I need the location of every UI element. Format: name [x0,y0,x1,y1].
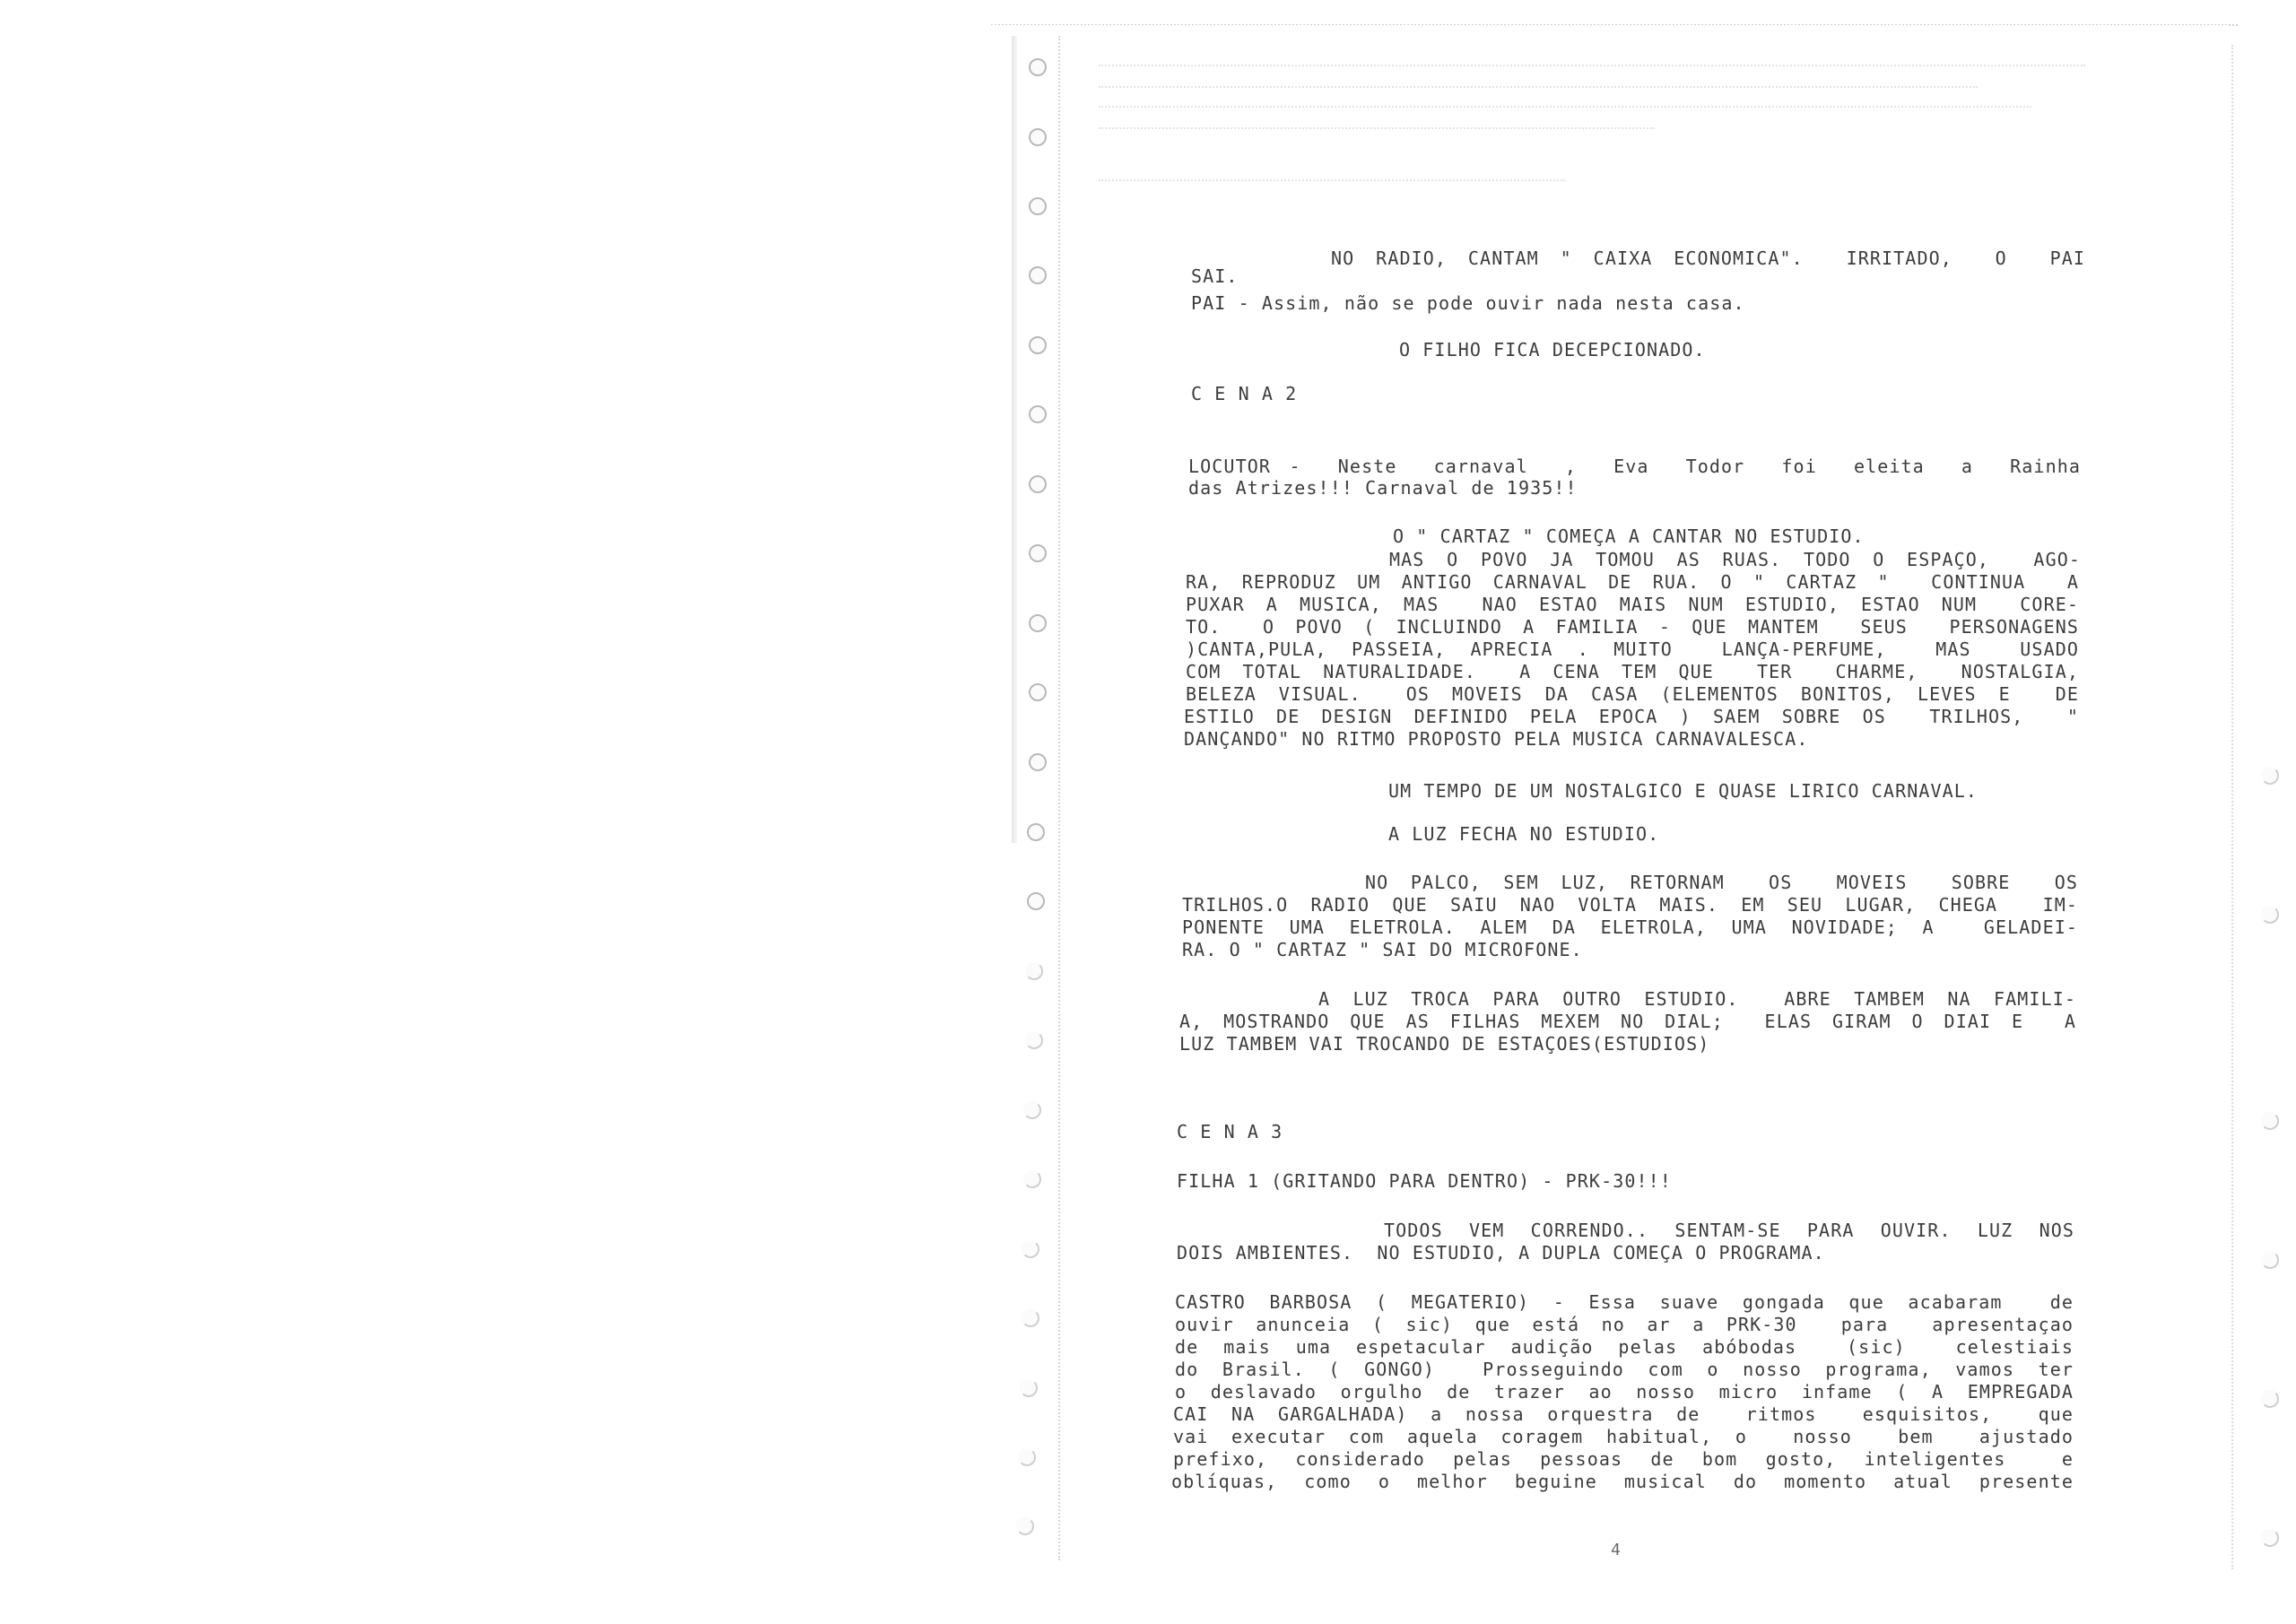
text-line: PONENTE UMA ELETROLA. ALEM DA ELETROLA, UMA NOVIDADE; A GELADEI- [1182,916,2078,938]
tractor-hole [1029,58,1047,76]
text-line: ESTILO DE DESIGN DEFINIDO PELA EPOCA ) SAEM SOBRE OS TRILHOS, " [1184,706,2079,727]
tractor-hole [1025,962,1043,980]
text-line: O FILHO FICA DECEPCIONADO. [1399,339,1706,360]
tractor-hole [1029,544,1047,562]
text-line: DANÇANDO" NO RITMO PROPOSTO PELA MUSICA CARNAVALESCA. [1184,728,1809,750]
text-line: do Brasil. ( GONGO) Prosseguindo com o nosso programa, vamos ter [1175,1359,2074,1380]
faded-line [1099,65,2085,75]
text-line: de mais uma espetacular audição pelas abóbodas (sic) celestiais [1175,1336,2074,1358]
text-line: NO PALCO, SEM LUZ, RETORNAM OS MOVEIS SOBRE OS [1365,872,2078,893]
tractor-hole [1029,683,1047,701]
section-heading-cena-3: C E N A 3 [1177,1121,1283,1142]
tractor-hole [1018,1448,1036,1466]
text-line: A LUZ FECHA NO ESTUDIO. [1388,823,1660,845]
text-line: oblíquas, como o melhor beguine musical do momento atual presente [1171,1471,2074,1492]
text-line: ouvir anunceia ( sic) que está no ar a PRK-30 para apresentaçao [1175,1314,2074,1335]
text-line: RA. O " CARTAZ " SAI DO MICROFONE. [1182,939,1583,960]
tractor-hole [1023,1170,1041,1188]
tractor-hole [2261,1529,2279,1547]
tractor-hole [1029,753,1047,771]
text-line: DOIS AMBIENTES. NO ESTUDIO, A DUPLA COMEÇA O PROGRAMA. [1177,1242,1825,1264]
text-line: O " CARTAZ " COMEÇA A CANTAR NO ESTUDIO. [1393,525,1865,547]
tractor-hole [1016,1517,1034,1535]
tractor-hole [1023,1101,1041,1119]
tractor-hole [1027,823,1045,841]
text-line: A, MOSTRANDO QUE AS FILHAS MEXEM NO DIAL; ELAS GIRAM O DIAI E A [1179,1011,2076,1032]
text-line: COM TOTAL NATURALIDADE. A CENA TEM QUE TER CHARME, NOSTALGIA, [1186,661,2079,682]
tractor-hole [1027,892,1045,910]
text-line: TODOS VEM CORRENDO.. SENTAM-SE PARA OUVIR. LUZ NOS [1384,1220,2074,1241]
tractor-hole [1022,1309,1039,1327]
text-line: TO. O POVO ( INCLUINDO A FAMILIA - QUE MANTEM SEUS PERSONAGENS [1186,616,2079,638]
page-number: 4 [1611,1541,1621,1559]
tractor-hole [1029,266,1047,284]
tractor-hole [2261,1390,2279,1408]
tractor-hole [1029,614,1047,632]
perforation-line-left [1058,36,1060,1560]
text-line: NO RADIO, CANTAM " CAIXA ECONOMICA". IRRITADO, O PAI [1331,248,2085,269]
text-line: das Atrizes!!! Carnaval de 1935!! [1188,477,1578,499]
text-line: FILHA 1 (GRITANDO PARA DENTRO) - PRK-30!!! [1177,1170,1672,1192]
section-heading-cena-2: C E N A 2 [1191,383,1298,404]
tractor-hole [1025,1031,1043,1049]
paper-left-edge [1012,36,1017,843]
tractor-hole [1022,1240,1039,1258]
faded-line [1099,106,2031,117]
text-line: RA, REPRODUZ UM ANTIGO CARNAVAL DE RUA. O " CARTAZ " CONTINUA A [1186,571,2079,593]
tractor-hole [1020,1379,1038,1397]
tractor-hole [1029,128,1047,146]
text-line: vai executar com aquela coragem habitual, o nosso bem ajustado [1173,1426,2074,1447]
perforation-line-right [2231,45,2233,1569]
tractor-hole [1029,336,1047,354]
faded-line [1099,127,1655,138]
text-line: CAI NA GARGALHADA) a nossa orquestra de ritmos esquisitos, que [1173,1403,2074,1425]
faded-line [1099,179,1565,190]
text-line: LUZ TAMBEM VAI TROCANDO DE ESTAÇOES(ESTUDIOS) [1179,1033,1710,1055]
text-line: PAI - Assim, não se pode ouvir nada nesta casa. [1191,292,1745,314]
tractor-hole [2261,906,2279,924]
tractor-hole [2261,767,2279,785]
text-line: BELEZA VISUAL. OS MOVEIS DA CASA (ELEMENTOS BONITOS, LEVES E DE [1186,683,2079,705]
text-line: PUXAR A MUSICA, MAS NAO ESTAO MAIS NUM ESTUDIO, ESTAO NUM CORE- [1186,594,2079,615]
tractor-hole [1029,475,1047,493]
text-line: SAI. [1191,265,1239,287]
tractor-hole [1029,197,1047,215]
text-line: )CANTA,PULA, PASSEIA, APRECIA . MUITO LANÇA-PERFUME, MAS USADO [1186,638,2079,660]
text-line: CASTRO BARBOSA ( MEGATERIO) - Essa suave gongada que acabaram de [1175,1291,2074,1313]
tractor-hole [1029,405,1047,423]
text-line: prefixo, considerado pelas pessoas de bom gosto, inteligentes e [1173,1448,2074,1470]
tractor-hole [2261,1251,2279,1269]
text-line: LOCUTOR - Neste carnaval , Eva Todor foi eleita a Rainha [1188,456,2081,477]
text-line: UM TEMPO DE UM NOSTALGICO E QUASE LIRICO CARNAVAL. [1388,780,1979,802]
text-line: MAS O POVO JA TOMOU AS RUAS. TODO O ESPAÇO, AGO- [1389,549,2081,570]
text-line: A LUZ TROCA PARA OUTRO ESTUDIO. ABRE TAMBEM NA FAMILI- [1318,988,2076,1010]
faded-line [1099,86,1978,97]
tractor-hole [2261,1112,2279,1130]
text-line: TRILHOS.O RADIO QUE SAIU NAO VOLTA MAIS. EM SEU LUGAR, CHEGA IM- [1182,894,2078,916]
text-line: o deslavado orgulho de trazer ao nosso micro infame ( A EMPREGADA [1175,1381,2074,1403]
